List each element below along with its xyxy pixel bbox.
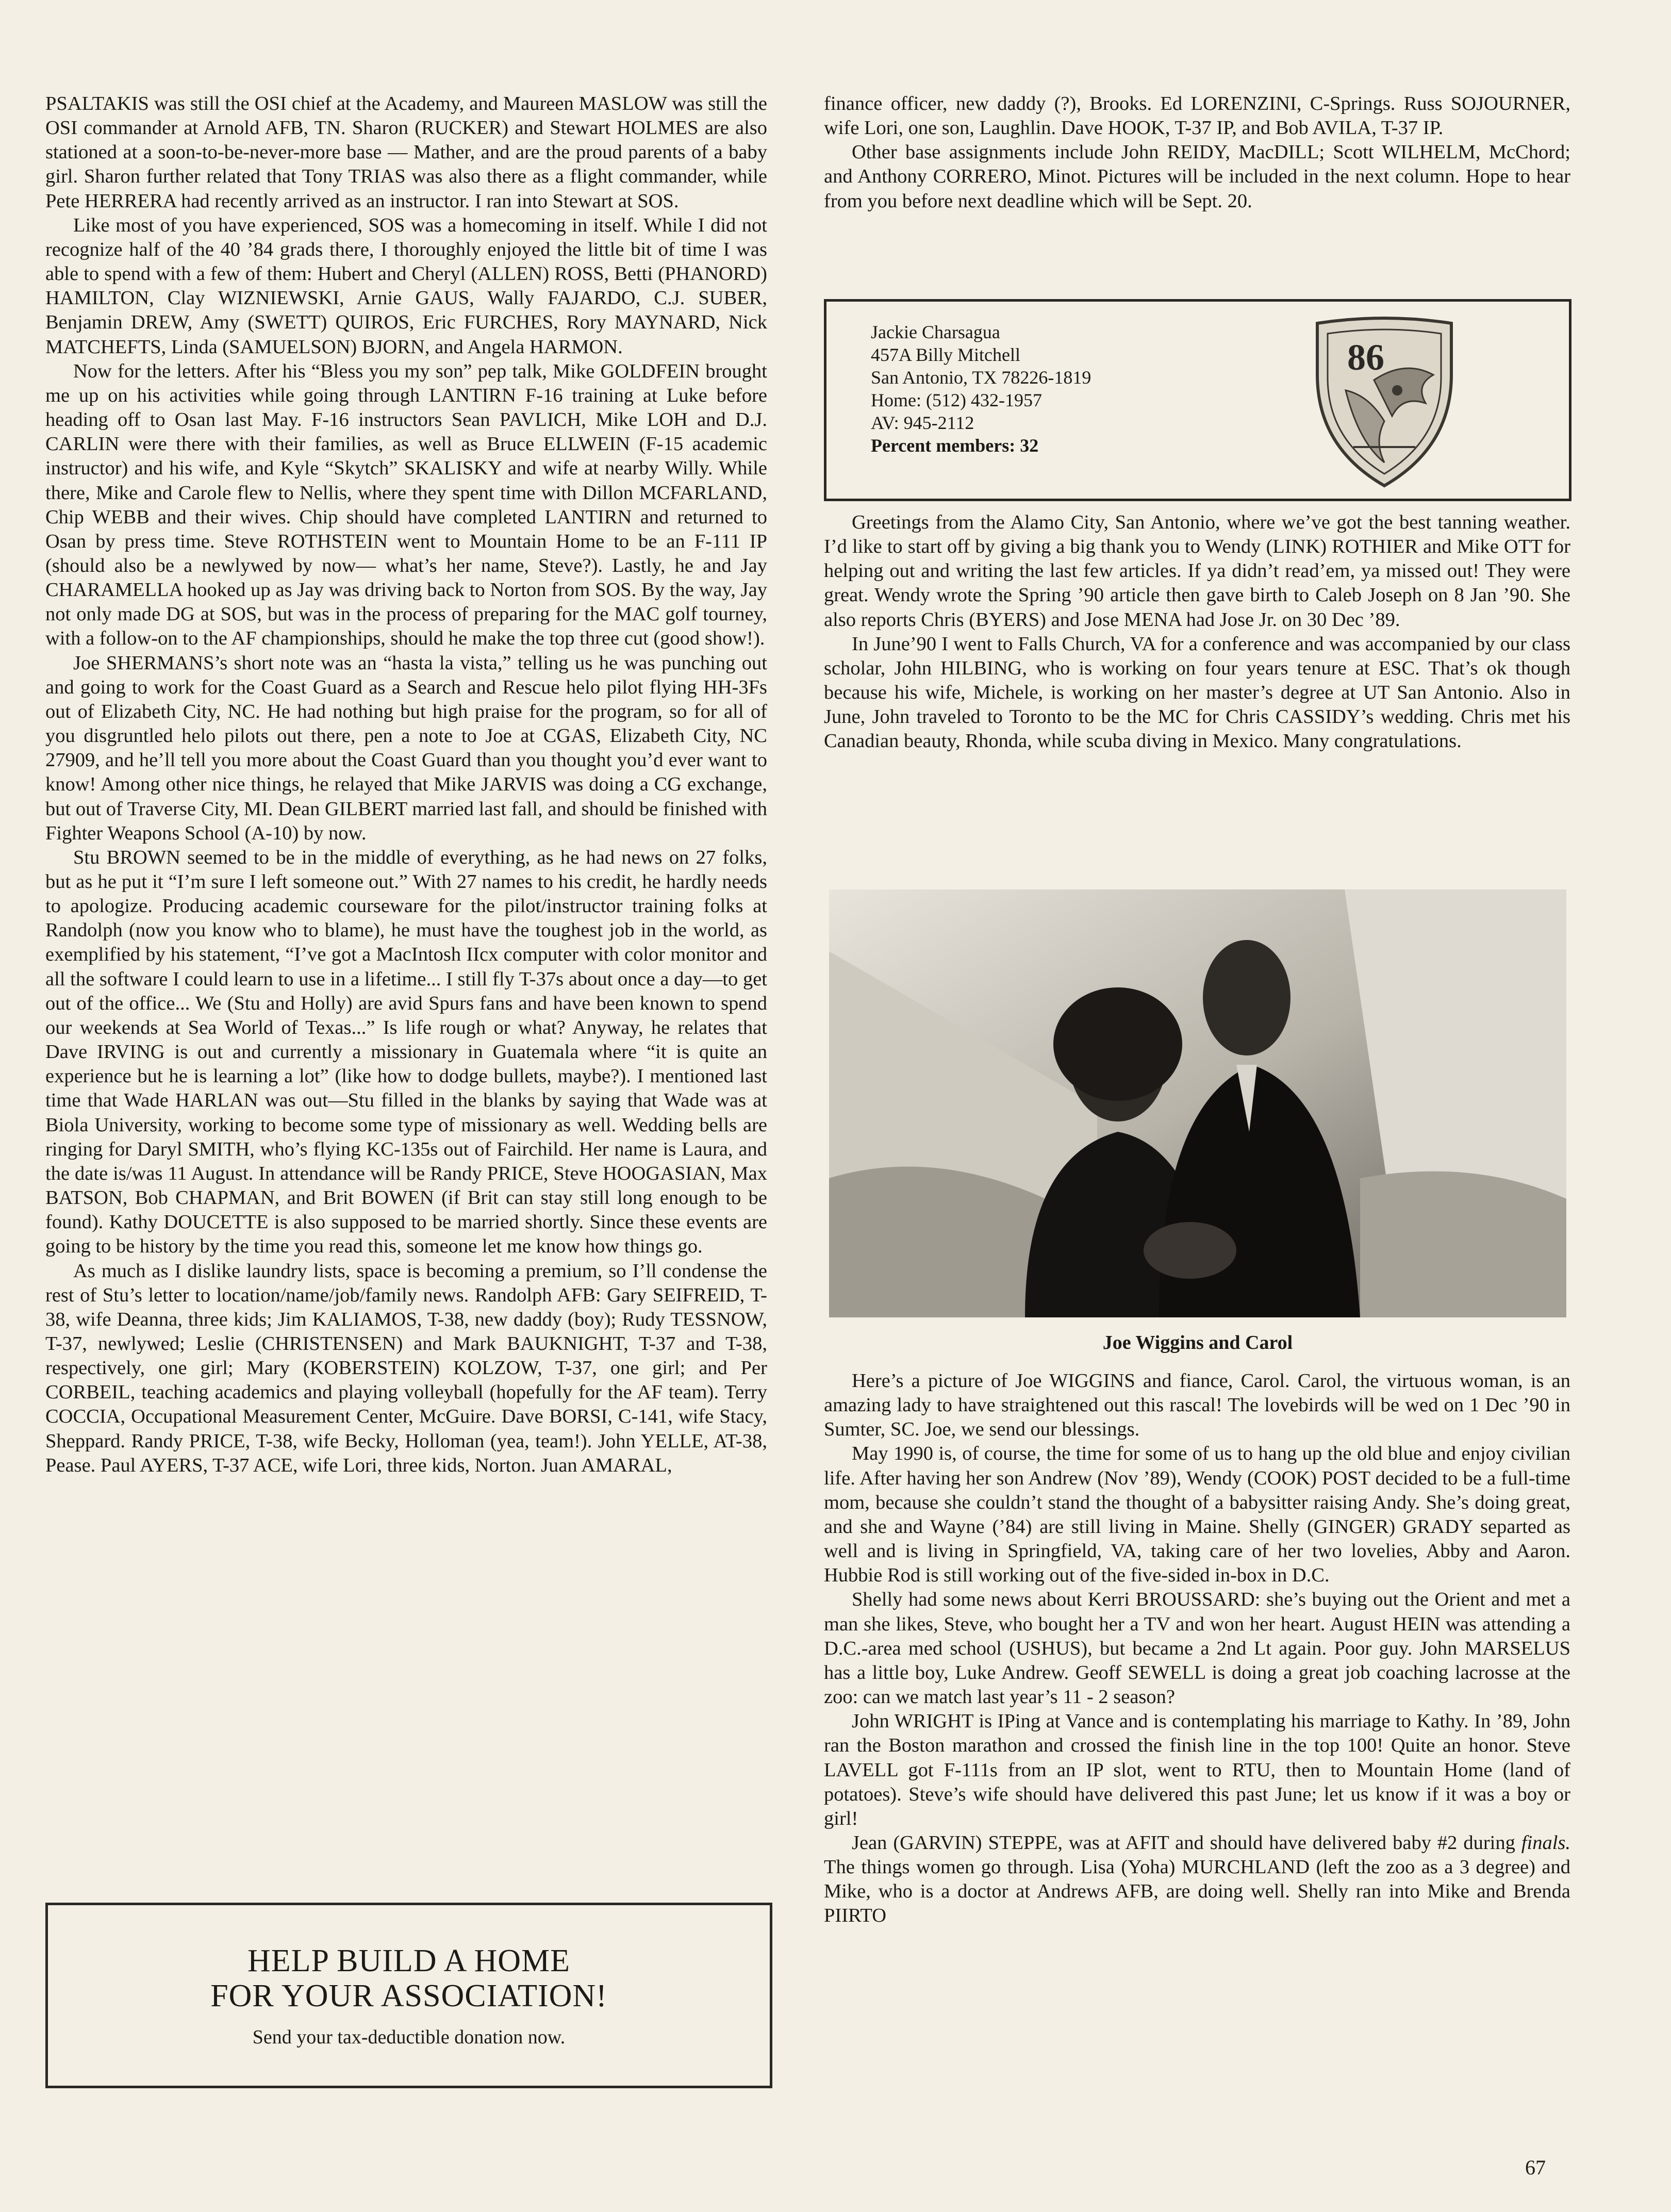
help-build-home-box <box>45 1903 772 2088</box>
right-paragraph-2: Other base assignments include John REIDY, MacDILL; Scott WILHELM, McChord; and Anthony CORRERO, Minot. Pictures will be included in the next column. Hope to hear from you before next deadline which will be Sept. 20. <box>824 141 1570 212</box>
crest-year: 86 <box>1347 337 1384 378</box>
photo-image <box>829 889 1566 1317</box>
contact-name: Jackie Charsagua <box>871 322 1000 342</box>
help-box-line-3: Send your tax-deductible donation now. <box>252 2026 566 2049</box>
last-para-after: The things women go through. Lisa (Yoha) MURCHLAND (left the zoo as a 3 degree) and Mike, who is a doctor at Andrews AFB, are doing well. Shelly ran into Mike and Brenda PIIRTO <box>824 1856 1570 1927</box>
contact-av-phone: AV: 945-2112 <box>871 412 974 433</box>
right-paragraph-9 <box>824 1831 1570 1928</box>
photo-joe-wiggins-and-carol <box>829 889 1566 1317</box>
last-para-italic: finals. <box>1521 1831 1570 1854</box>
right-column-middle <box>824 510 1570 754</box>
left-paragraph-5: Stu BROWN seemed to be in the middle of everything, as he had news on 27 folks, but as he put it “I’m sure I left someone out.” With 27 names to his credit, he hardly needs to apologize. Producing academic courseware for the pilot/instructor training folks at Randolph (now you know who to blame), he must have the toughest job in the world, as exemplified by his statement, “I’ve got a MacIntosh IIcx computer with color monitor and all the software I could learn to use in a lifetime... I still fly T-37s about once a day—to get out of the office... We (Stu and Holly) are avid Spurs fans and have been known to spend our weekends at Sea World of Texas...” Is life rough or what? Anyway, he relates that Dave IRVING is out and currently a missionary in Guatemala where “it is quite an experience but he is learning a lot” (like how to dodge bullets, maybe?). I mentioned last time that Wade HARLAN was out—Stu filled in the blanks by saying that Wade was at Biola University, working to become some type of missionary as well. Wedding bells are ringing for Daryl SMITH, who’s flying KC-135s out of Fairchild. Her name is Laura, and the date is/was 11 August. In attendance will be Randy PRICE, Steve HOOGASIAN, Max BATSON, Bob CHAPMAN, and Brit BOWEN (if Brit can stay still long enough to be found). Kathy DOUCETTE is also supposed to be married shortly. Since these events are going to be history by the time you read this, someone let me know how things go. <box>45 846 767 1258</box>
left-paragraph-2: Like most of you have experienced, SOS was a homecoming in itself. While I did not recognize half of the 40 ’84 grads there, I thoroughly enjoyed the little bit of time I was able to spend with a few of them: Hubert and Cheryl (ALLEN) ROSS, Betti (PHANORD) HAMILTON, Clay WIZNIEWSKI, Arnie GAUS, Wally FAJARDO, C.J. SUBER, Benjamin DREW, Amy (SWETT) QUIROS, Eric FURCHES, Rory MAYNARD, Nick MATCHEFTS, Linda (SAMUELSON) BJORN, and Angela HARMON. <box>45 214 767 358</box>
left-column <box>45 92 767 1478</box>
left-paragraph-6: As much as I dislike laundry lists, space is becoming a premium, so I’ll condense the rest of Stu’s letter to location/name/job/family news. Randolph AFB: Gary SEIFREID, T-38, wife Deanna, three kids; Jim KALIAMOS, T-38, new daddy (boy); Rudy TESSNOW, T-37, newlywed; Leslie (CHRISTENSEN) and Mark BAUKNIGHT, T-37 and T-38, respectively, one girl; Mary (KOBERSTEIN) KOLZOW, T-37, one girl; and Per CORBEIL, teaching academics and playing volleyball (hopefully for the AF team). Terry COCCIA, Occupational Measurement Center, McGuire. Dave BORSI, C-141, wife Stacy, Sheppard. Randy PRICE, T-38, wife Becky, Holloman (yea, team!). John YELLE, AT-38, Pease. Paul AYERS, T-37 ACE, wife Lori, three kids, Norton. Juan AMARAL, <box>45 1260 767 1476</box>
photo-caption: Joe Wiggins and Carol <box>1102 1332 1293 1353</box>
last-para-before: Jean (GARVIN) STEPPE, was at AFIT and should have delivered baby #2 during <box>852 1831 1521 1854</box>
contact-home-phone: Home: (512) 432-1957 <box>871 389 1042 410</box>
right-paragraph-5: Here’s a picture of Joe WIGGINS and fiance, Carol. Carol, the virtuous woman, is an amazing lady to have straightened out this rascal! The lovebirds will be wed on 1 Dec ’90 in Sumter, SC. Joe, we send our blessings. <box>824 1370 1570 1441</box>
help-box-line-1: HELP BUILD A HOME <box>247 1943 571 1978</box>
contact-city: San Antonio, TX 78226-1819 <box>871 367 1091 388</box>
left-paragraph-1: PSALTAKIS was still the OSI chief at the Academy, and Maureen MASLOW was still the OSI commander at Arnold AFB, TN. Sharon (RUCKER) and Stewart HOLMES are also stationed at a soon-to-be-never-more base — Mather, and are the proud parents of a baby girl. Sharon further related that Tony TRIAS was also there as a flight commander, while Pete HERRERA had recently arrived as an instructor. I ran into Stewart at SOS. <box>45 93 767 212</box>
contact-street: 457A Billy Mitchell <box>871 344 1021 365</box>
left-paragraph-4: Joe SHERMANS’s short note was an “hasta la vista,” telling us he was punching out and going to work for the Coast Guard as a Search and Rescue helo pilot flying HH-3Fs out of Elizabeth City, NC. He had nothing but high praise for the program, so for all of you disgruntled helo pilots out there, pen a note to Joe at CGAS, Elizabeth City, NC 27909, and he’ll tell you more about the Coast Guard than you thought you’d ever want to know! Among other nice things, he relayed that Mike JARVIS was doing a CG exchange, but out of Traverse City, MI. Dean GILBERT married last fall, and should be finished with Fighter Weapons School (A-10) by now. <box>45 652 767 844</box>
help-box-line-2: FOR YOUR ASSOCIATION! <box>210 1978 607 2014</box>
right-paragraph-8: John WRIGHT is IPing at Vance and is contemplating his marriage to Kathy. In ’89, John ran the Boston marathon and crossed the finish line in the top 100! Quite an honor. Steve LAVELL got F-111s from an IP slot, went to RTU, then to Mountain Home (land of potatoes). Steve’s wife should have delivered this past June; let us know if it was a boy or girl! <box>824 1710 1570 1829</box>
left-paragraph-3: Now for the letters. After his “Bless you my son” pep talk, Mike GOLDFEIN brought me up on his activities while going through LANTIRN F-16 training at Luke before heading off to Osan last May. F-16 instructors Sean PAVLICH, Mike LOH and D.J. CARLIN were there with their families, as well as Bruce ELLWEIN (F-15 academic instructor) and his wife, and Kyle “Skytch” SKALISKY and wife at nearby Willy. While there, Mike and Carole flew to Nellis, where they spent time with Dillon MCFARLAND, Chip WEBB and their wives. Chip should have completed LANTIRN and returned to Osan by press time. Steve ROTHSTEIN went to Mountain Home to be an F-111 IP (should also be a newlywed by now— what’s her name, Steve?). Lastly, he and Jay CHARAMELLA hooked up as Jay was driving back to Norton from SOS. By the way, Jay not only made DG at SOS, but was in the process of preparing for the MAC golf tourney, with a follow-on to the AF championships, should he make the top three cut (good show!). <box>45 360 767 650</box>
right-column-top <box>824 92 1570 213</box>
right-paragraph-1: finance officer, new daddy (?), Brooks. Ed LORENZINI, C-Springs. Russ SOJOURNER, wife Lori, one son, Laughlin. Dave HOOK, T-37 IP, and Bob AVILA, T-37 IP. <box>824 93 1570 139</box>
right-paragraph-6: May 1990 is, of course, the time for some of us to hang up the old blue and enjoy civilian life. After having her son Andrew (Nov ’89), Wendy (COOK) POST decided to be a full-time mom, because she couldn’t stand the thought of a babysitter raising Andy. She’s doing great, and she and Wayne (’84) are still living in Maine. Shelly (GINGER) GRADY separted as well and is living in Springfield, VA, taking care of her two lovelies, Abby and Aaron. Hubbie Rod is still working out of the five-sided in-box in D.C. <box>824 1443 1570 1587</box>
right-paragraph-3: Greetings from the Alamo City, San Antonio, where we’ve got the best tanning weather. I’d like to start off by giving a big thank you to Wendy (LINK) ROTHIER and Mike OTT for helping out and writing the last few articles. If ya didn’t read’em, ya missed out! They were great. Wendy wrote the Spring ’90 article then gave birth to Caleb Joseph on 8 Jan ’90. She also reports Chris (BYERS) and Jose MENA had Jose Jr. on 30 Dec ’89. <box>824 511 1570 631</box>
contact-percent-members: Percent members: 32 <box>871 435 1039 456</box>
contact-lines <box>871 321 1091 457</box>
class-crest-icon <box>1297 313 1472 493</box>
class-scribe-contact-box <box>824 299 1571 501</box>
page-number: 67 <box>1525 2156 1546 2179</box>
right-paragraph-4: In June’90 I went to Falls Church, VA for a conference and was accompanied by our class scholar, John HILBING, who is working on four years tenure at ESC. That’s ok though because his wife, Michele, is working on her master’s degree at UT San Antonio. Also in June, John traveled to Toronto to be the MC for Chris CASSIDY’s wedding. Chris met his Canadian beauty, Rhonda, while scuba diving in Mexico. Many congratulations. <box>824 633 1570 752</box>
right-paragraph-7: Shelly had some news about Kerri BROUSSARD: she’s buying out the Orient and met a man she likes, Steve, who bought her a TV and won her heart. August HEIN was attending a D.C.-area med school (USHUS), but became a 2nd Lt again. Poor guy. John MARSELUS has a little boy, Luke Andrew. Geoff SEWELL is doing a great job coaching lacrosse at the zoo: can we match last year’s 11 - 2 season? <box>824 1589 1570 1708</box>
right-column-bottom <box>824 1369 1570 1928</box>
